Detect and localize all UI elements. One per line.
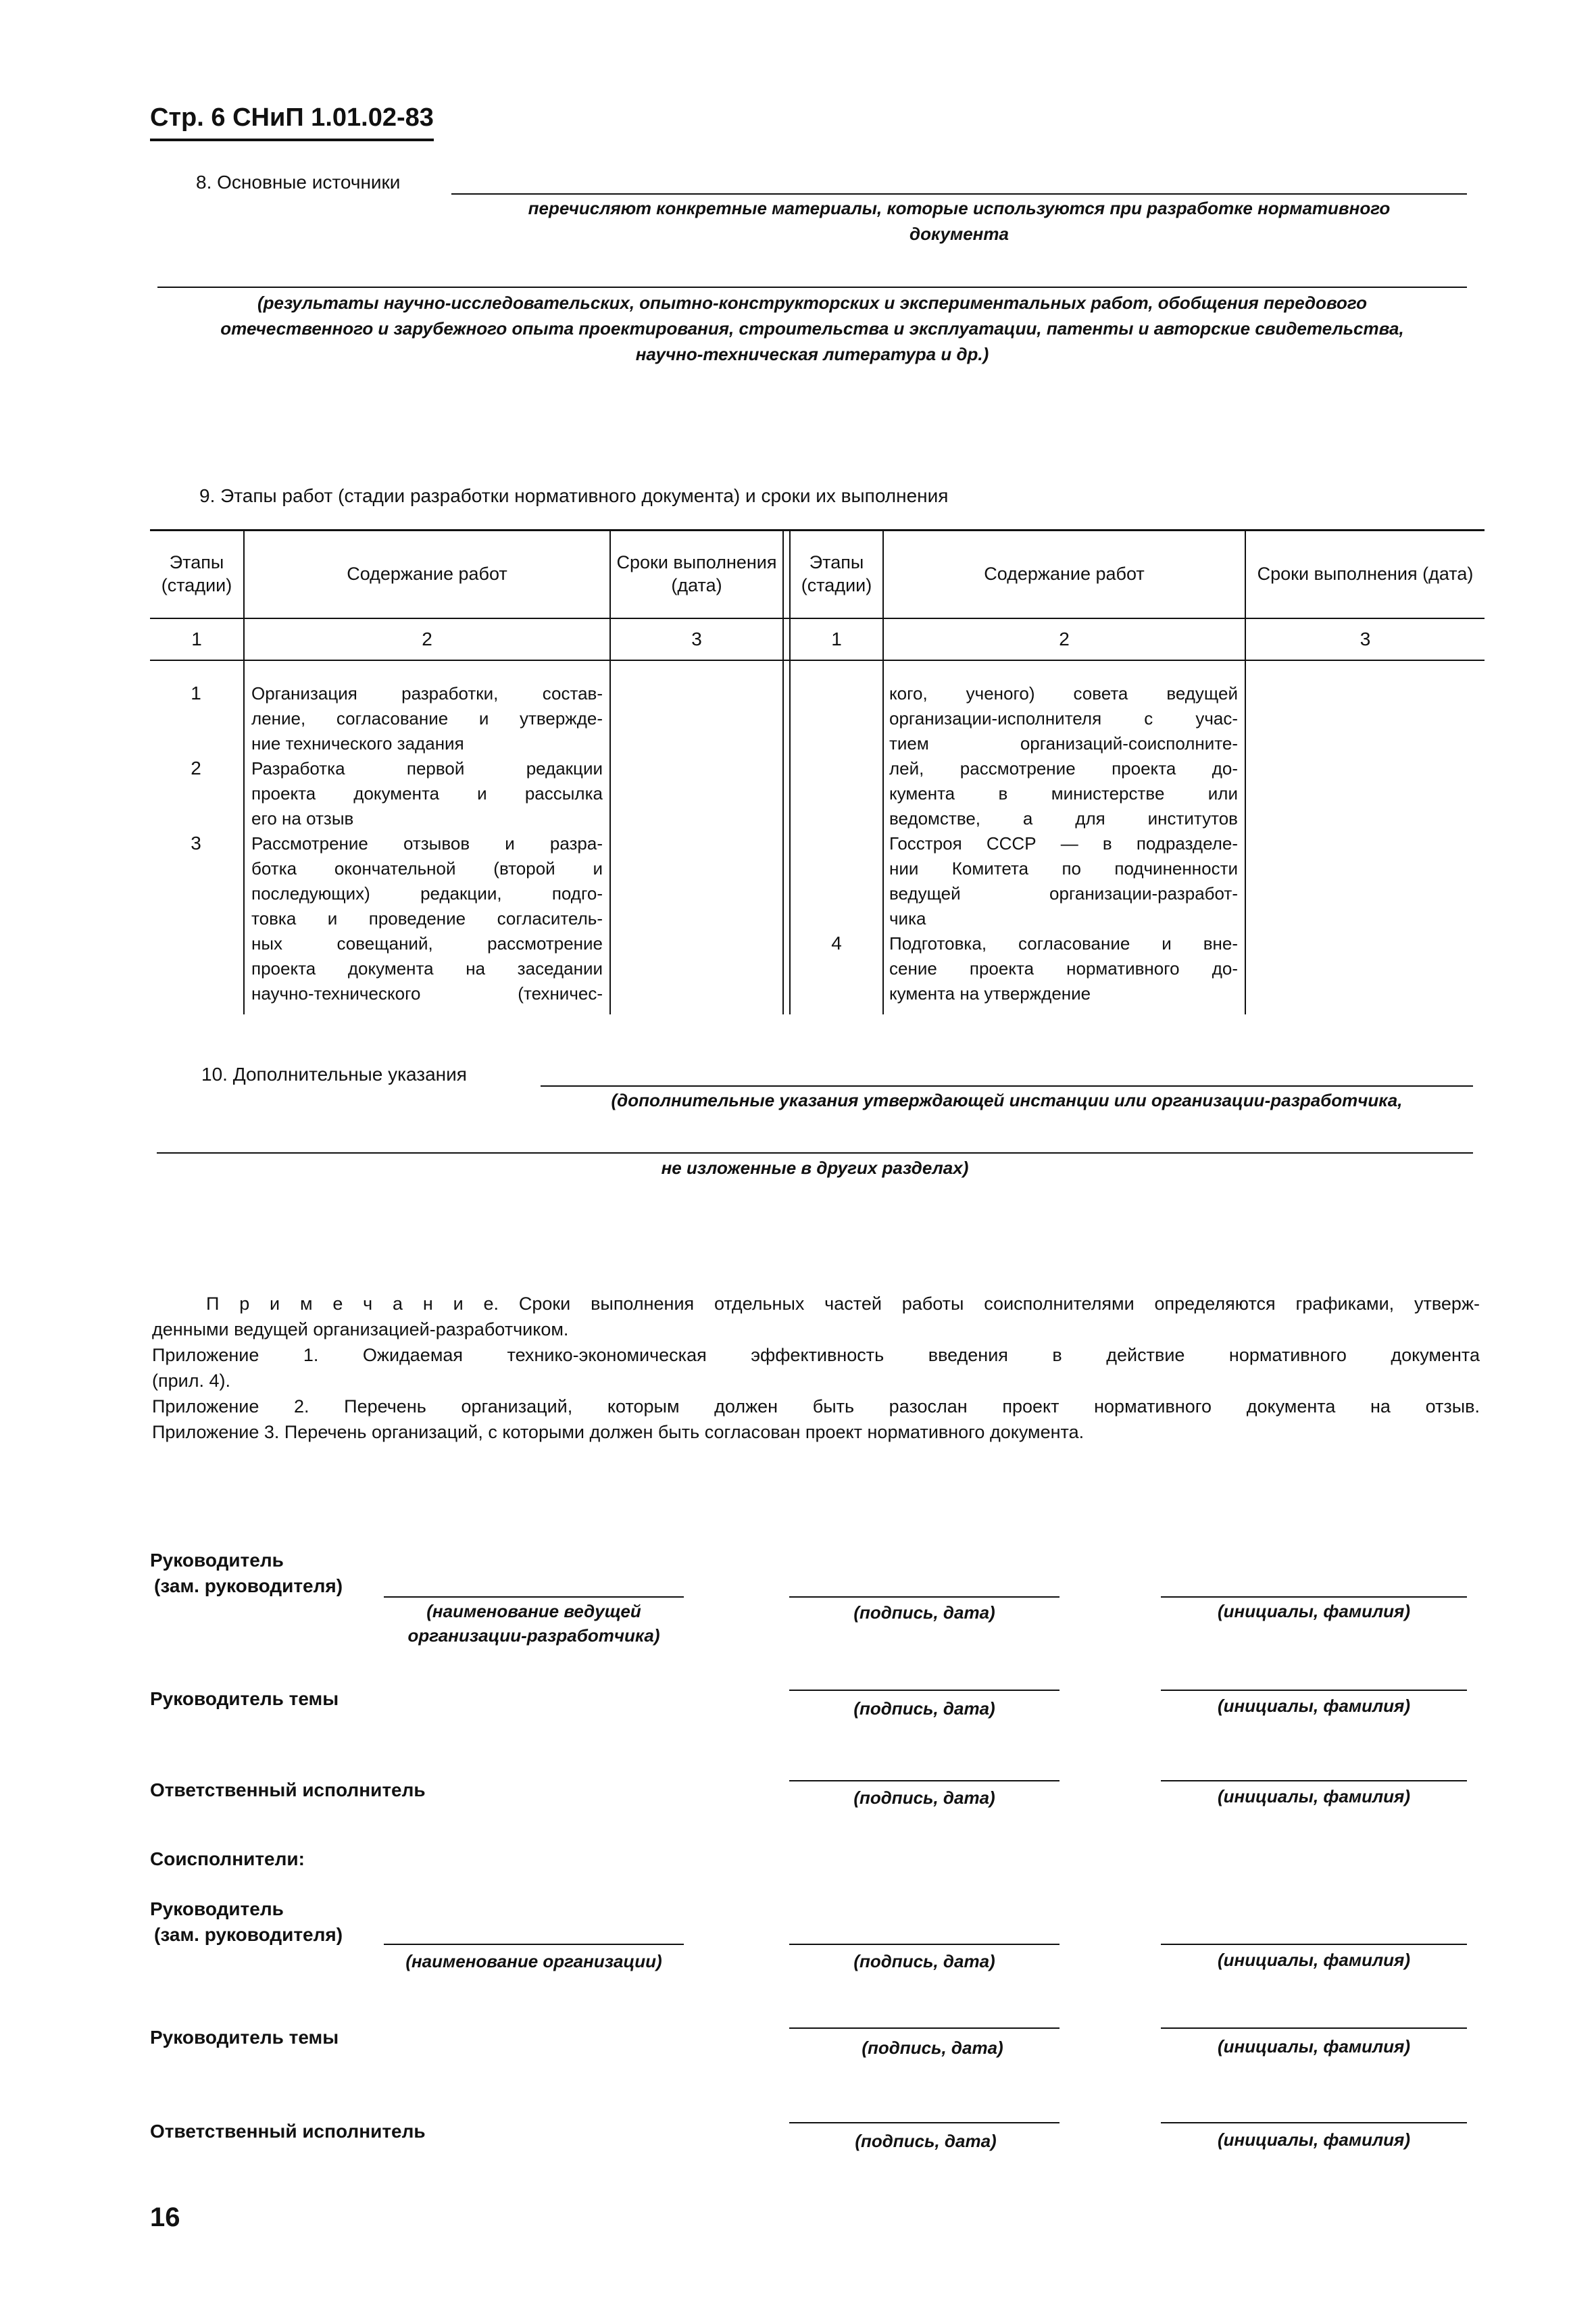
stages-table [150,529,1485,1014]
co-org-caption: (наименование организации) [405,1951,662,1971]
org-caption-line2: организации-разработчика) [407,1625,660,1646]
content-line: сение проекта нормативного до- [889,958,1238,979]
section-10-hint-line2: не изложенные в других разделах) [661,1158,969,1178]
section-8-note-line1: (результаты научно-исследовательских, опытно-конструкторских и экспериментальных работ, обобщения передового [257,293,1367,313]
org-name-line [384,1596,684,1598]
col-number: 1 [831,629,842,649]
content-line: Госстроя СССР — в подразделе- [889,833,1238,854]
section-10-hint-line1: (дополнительные указания утверждающей инстанции или организации-разработчика, [611,1090,1403,1110]
stage-content-right [889,681,1238,1006]
sign-date-caption: (подпись, дата) [862,2038,1003,2058]
content-line: тием организаций-соисполните- [889,733,1238,754]
initials-line [1161,1780,1467,1781]
content-line: кумента на утверждение [889,983,1091,1004]
header-dates-left: Сроки выполнения (дата) [616,552,777,595]
section-10-second-line [157,1152,1473,1154]
sig-head-label: Руководитель [150,1550,284,1571]
sig-executor-label: Ответственный исполнитель [150,1779,426,1800]
initials-caption: (инициалы, фамилия) [1217,2130,1410,2150]
sign-date-caption: (подпись, дата) [853,1788,995,1808]
stage-number: 3 [191,833,201,854]
content-line: кого, ученого) совета ведущей [889,683,1238,704]
sign-date-caption: (подпись, дата) [853,1698,995,1719]
org-name-line [384,1944,684,1945]
table-double-divider [782,531,791,1014]
section-10-fill-line [541,1085,1473,1087]
co-topic-head-label: Руководитель темы [150,2027,339,2048]
initials-line [1161,1690,1467,1691]
co-executor-label: Ответственный исполнитель [150,2121,426,2142]
initials-caption: (инициалы, фамилия) [1217,2036,1410,2057]
content-line: его на отзыв [251,808,354,829]
stage-number: 4 [831,933,842,954]
appendix-3: Приложение 3. Перечень организаций, с которыми должен быть согласован проект нормативного документа. [152,1422,1084,1442]
section-10-label: 10. Дополнительные указания [201,1064,467,1085]
sign-date-caption: (подпись, дата) [853,1602,995,1623]
section-9-title: 9. Этапы работ (стадии разработки нормативного документа) и сроки их выполнения [199,485,949,506]
content-line: кумента в министерстве или [889,783,1238,804]
note-paragraph: П р и м е ч а н и е. Сроки выполнения отдельных частей работы соисполнителями определяются графиками, утверж- [206,1294,1480,1314]
initials-line [1161,1944,1467,1945]
content-line: Разработка первой редакции [251,758,603,779]
initials-caption: (инициалы, фамилия) [1217,1786,1410,1806]
initials-caption: (инициалы, фамилия) [1217,1696,1410,1716]
col-number: 3 [1360,629,1371,649]
sig-head-label-sub: (зам. руководителя) [154,1575,343,1596]
content-line: чика [889,908,926,929]
sign-date-caption: (подпись, дата) [855,2131,997,2151]
section-8-note-line2: отечественного и зарубежного опыта проектирования, строительства и эксплуатации, патенты и авторские свидетельства, [220,318,1404,339]
content-line: Подготовка, согласование и вне- [889,933,1238,954]
header-dates-right: Сроки выполнения (дата) [1257,564,1474,585]
col-number: 2 [422,629,432,649]
content-line: проекта документа и рассылка [251,783,603,804]
content-line: ведомстве, а для институтов [889,808,1238,829]
section-8-hint-line2: документа [909,224,1009,244]
table-number-divider [150,660,1485,661]
stage-number: 1 [191,683,201,704]
col-number: 2 [1059,629,1070,649]
content-line: ботка окончательной (второй и [251,858,603,879]
content-line: Организация разработки, состав- [251,683,603,704]
content-line: товка и проведение согласитель- [251,908,603,929]
content-line: нии Комитета по подчиненности [889,858,1238,879]
appendix-1: Приложение 1. Ожидаемая технико-экономическая эффективность введения в действие нормативного документа [152,1345,1480,1365]
table-header-divider [150,618,1485,619]
header-content-left: Содержание работ [347,564,507,585]
section-8-fill-line [451,193,1467,195]
page-header: Стр. 6 СНиП 1.01.02-83 [150,101,434,141]
co-head-label-sub: (зам. руководителя) [154,1924,343,1945]
appendix-2: Приложение 2. Перечень организаций, которым должен быть разослан проект нормативного документа на отзыв. [152,1396,1480,1417]
content-line: лей, рассмотрение проекта до- [889,758,1238,779]
section-8-label: 8. Основные источники [196,172,401,193]
signature-line [789,1690,1059,1691]
note-paragraph-cont: денными ведущей организацией-разработчиком. [152,1319,569,1339]
header-content-right: Содержание работ [984,564,1145,585]
appendix-1-cont: (прил. 4). [152,1371,230,1391]
section-8-second-line [157,287,1467,288]
page-number: 16 [150,2202,180,2232]
col-number: 1 [191,629,202,649]
stage-content-left [251,681,603,1006]
initials-caption: (инициалы, фамилия) [1217,1601,1410,1621]
content-line: научно-технического (техничес- [251,983,603,1004]
signature-line [789,1780,1059,1781]
sig-topic-head-label: Руководитель темы [150,1688,339,1709]
col-number: 3 [691,629,702,649]
content-line: ных совещаний, рассмотрение [251,933,603,954]
signature-line [789,2027,1059,2029]
section-8-hint-line1: перечисляют конкретные материалы, которые используются при разработке нормативного [528,198,1391,218]
content-line: проекта документа на заседании [251,958,603,979]
initials-line [1161,2122,1467,2123]
content-line: ние технического задания [251,733,464,754]
coexecutors-label: Соисполнители: [150,1848,305,1869]
section-8-note-line3: научно-техническая литература и др.) [635,344,989,364]
header-stage-right: Этапы (стадии) [801,552,872,595]
initials-caption: (инициалы, фамилия) [1217,1950,1410,1970]
initials-line [1161,2027,1467,2029]
signature-line [789,1944,1059,1945]
content-line: ление, согласование и утвержде- [251,708,603,729]
org-caption-line1: (наименование ведущей [426,1601,641,1621]
signature-line [789,1596,1059,1598]
content-line: организации-исполнителя с учас- [889,708,1238,729]
initials-line [1161,1596,1467,1598]
sign-date-caption: (подпись, дата) [853,1951,995,1971]
co-head-label: Руководитель [150,1898,284,1919]
header-stage-left: Этапы (стадии) [161,552,232,595]
content-line: ведущей организации-разработ- [889,883,1238,904]
stage-number: 2 [191,758,201,779]
content-line: последующих) редакции, подго- [251,883,603,904]
signature-line [789,2122,1059,2123]
content-line: Рассмотрение отзывов и разра- [251,833,603,854]
